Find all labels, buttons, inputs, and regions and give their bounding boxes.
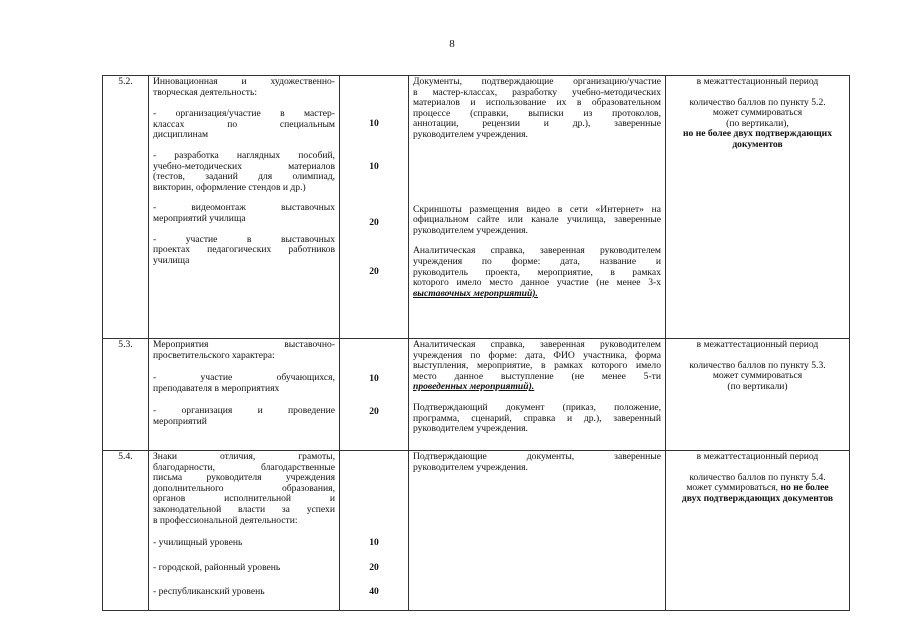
points-value: 20 [369,405,379,417]
document-requirement: Аналитическая справка, заверенная руководителем учреждения по форме: дата, ФИО участника, форма выступления, мероприятие, в рамках которого имело место данное выступление (не менее 5-ти проведенных мероприятий). [413,339,661,393]
period-note: в межаттестационный период количество баллов по пункту 5.2. может суммироваться (по вертикали), но не более двух подтверждающих документов [666,76,850,339]
criterion-item: - городской, районный уровень [153,561,281,573]
criterion-description: Мероприятия выставочно- просветительского характера: - участие обучающихся, преподавателя в мероприятиях - организация и проведение мероприятий [149,339,340,451]
points-value: 10 [369,160,379,172]
criterion-item: - участие в выставочных проектах педагогических работников училища [153,233,335,266]
documents-cell [409,339,666,451]
points-value: 20 [369,561,379,573]
points-value: 20 [369,217,379,229]
page-number: 8 [449,38,455,50]
criteria-table [102,75,850,611]
row-number: 5.4. [103,451,149,611]
table-row [103,451,850,611]
points-cell [340,339,409,451]
points-value: 10 [369,537,379,548]
criterion-item: - участие обучающихся, преподавателя в мероприятиях [153,372,335,394]
row-number: 5.3. [103,339,149,451]
criterion-item: - разработка наглядных пособий, учебно-методических материалов (тестов, заданий для олимпиад, викторин, оформление стендов и др.) [153,149,335,193]
table-row [103,339,850,451]
table-row [103,76,850,339]
documents-cell [409,451,666,611]
criterion-item: - видеомонтаж выставочных мероприятий училища [153,202,335,224]
document-requirement: Документы, подтверждающие организацию/участие в мастер-классах, разработку учебно-методических материалов и использование их в образовательном процессе (справки, выписки из протоколов, аннотации, рецензии и др.), заверенные руководителем учреждения. [413,76,661,140]
row-number: 5.2. [103,76,149,339]
period-note: в межаттестационный период количество баллов по пункту 5.3. может суммироваться (по вертикали) [666,339,850,451]
criterion-item: - республиканский уровень [153,586,265,598]
criterion-item: - училищный уровень [153,537,243,549]
document-requirement: Подтверждающий документ (приказ, положение, программа, сценарий, справка и др.), заверенный руководителем учреждения. [413,401,661,435]
points-cell [340,451,409,611]
document-requirement: Скриншоты размещения видео в сети «Интернет» на официальном сайте или канале училища, заверенные руководителем учреждения. [413,203,661,236]
period-note: в межаттестационный период количество баллов по пункту 5.4. может суммироваться, но не более двух подтверждающих документов [666,451,850,611]
criterion-description: Знаки отличия, грамоты, благодарности, благодарственные письма руководителя учреждения дополнительного образования, органов исполнительной и законодательной власти за успехи в профессиональной деятельности: - училищный уровень - городской, районный уровень - республиканский уровень [149,451,340,611]
document-requirement: Аналитическая справка, заверенная руководителем учреждения по форме: дата, название и руководитель проекта, мероприятие, в рамках которого имело место данное участие (не менее 3-х выставочных мероприятий). [413,245,661,299]
points-value: 10 [369,373,379,384]
document-requirement: Подтверждающие документы, заверенные руководителем учреждения. [413,451,661,473]
documents-cell [409,76,666,339]
criterion-item: - организация и проведение мероприятий [153,405,335,427]
points-value: 20 [369,265,379,277]
criterion-title: Инновационная и художественно- [153,76,335,87]
criterion-description: Инновационная и художественно- творческая деятельность: - организация/участие в мастер- классах по специальным дисциплинам - разработка наглядных пособий, учебно-методических материалов (тестов, заданий для олимпиад, викторин, оформление стендов и др.) - видеомонтаж выставочных мероприятий училища - участие в выставочных проектах педагогических работников училища [149,76,340,339]
points-value: 40 [369,586,379,598]
points-value: 10 [369,118,379,129]
criterion-item: - организация/участие в мастер- классах по специальным дисциплинам [153,108,335,141]
points-cell [340,76,409,339]
